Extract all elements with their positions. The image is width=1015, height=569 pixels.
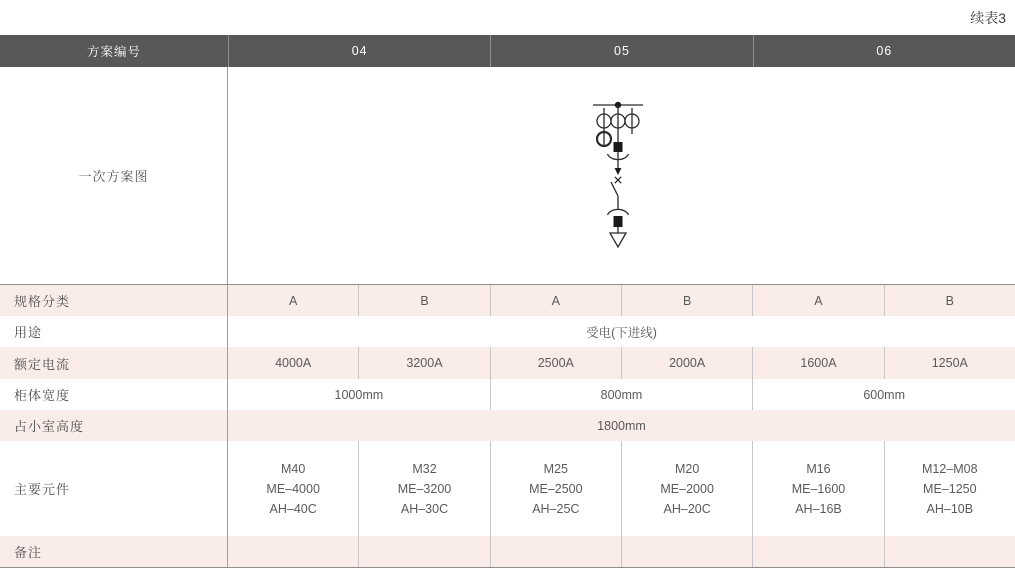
remarks-cell (621, 536, 752, 567)
component-line: ME–1600 (791, 481, 846, 496)
header-scheme-04: 04 (228, 35, 490, 67)
row-main-components (0, 441, 1015, 536)
components-cell (490, 441, 621, 536)
components-cell (228, 441, 358, 536)
component-line: AH–40C (269, 501, 317, 516)
components-cell (358, 441, 489, 536)
rated-current-cell: 1250A (884, 347, 1015, 379)
components-cell (752, 441, 883, 536)
single-line-diagram-icon (578, 95, 658, 257)
chamber-height-value: 1800mm (597, 418, 646, 433)
diagram-row (0, 67, 1015, 285)
components-cell (884, 441, 1015, 536)
row-spec-class-label: 规格分类 (0, 285, 228, 316)
component-line: AH–30C (400, 501, 449, 516)
row-remarks-label: 备注 (0, 536, 228, 567)
spec-cell: A (288, 293, 298, 308)
scheme-table (0, 35, 1015, 568)
row-spec-class (0, 285, 1015, 316)
component-line: M40 (281, 461, 306, 476)
component-line: M32 (412, 461, 437, 476)
rated-current-cell: 2000A (621, 347, 752, 379)
component-line: ME–2500 (529, 481, 583, 496)
row-main-components-label: 主要元件 (0, 441, 228, 536)
spec-cell: B (884, 285, 1015, 316)
row-chamber-height-label: 占小室高度 (0, 410, 228, 441)
row-usage (0, 316, 1015, 347)
diagram-area (228, 67, 1015, 284)
remarks-cell (228, 536, 358, 567)
header-scheme-05: 05 (490, 35, 752, 67)
spec-cell: A (490, 285, 621, 316)
cabinet-width-cell: 1000mm (334, 387, 384, 402)
component-line: M20 (674, 461, 700, 476)
remarks-cell (358, 536, 489, 567)
spec-cell: B (358, 285, 489, 316)
row-cabinet-width-label: 柜体宽度 (0, 379, 228, 410)
row-rated-current (0, 347, 1015, 379)
remarks-cell (752, 536, 883, 567)
rated-current-cell: 1600A (752, 347, 883, 379)
row-usage-label: 用途 (0, 316, 228, 347)
row-rated-current-label: 额定电流 (0, 347, 228, 379)
rated-current-cell: 3200A (358, 347, 489, 379)
component-line: AH–16B (795, 501, 842, 516)
cabinet-width-cell: 600mm (752, 379, 1015, 410)
remarks-cell (490, 536, 621, 567)
row-chamber-height (0, 410, 1015, 441)
components-cell (621, 441, 752, 536)
header-scheme-06: 06 (753, 35, 1015, 67)
row-cabinet-width (0, 379, 1015, 410)
component-line: AH–10B (926, 501, 974, 516)
rated-current-cell: 2500A (490, 347, 621, 379)
usage-value: 受电(下进线) (586, 325, 657, 340)
cabinet-width-cell: 800mm (490, 379, 753, 410)
header-scheme-number-label: 方案编号 (86, 45, 141, 59)
table-header-row (0, 35, 1015, 67)
component-line: M16 (806, 461, 831, 476)
component-line: ME–2000 (660, 481, 714, 496)
component-line: ME–1250 (923, 481, 977, 496)
component-line: ME–4000 (266, 481, 320, 496)
diagram-row-label: 一次方案图 (0, 67, 228, 284)
row-remarks (0, 536, 1015, 567)
component-line: AH–25C (532, 501, 580, 516)
table-caption: 续表3 (970, 10, 1006, 26)
component-line: AH–20C (663, 501, 711, 516)
spec-cell: A (752, 285, 883, 316)
rated-current-cell: 4000A (275, 356, 312, 370)
component-line: M25 (543, 461, 568, 476)
component-line: M12–M08 (922, 461, 978, 476)
component-line: ME–3200 (397, 481, 452, 496)
remarks-cell (884, 536, 1015, 567)
spec-cell: B (621, 285, 752, 316)
